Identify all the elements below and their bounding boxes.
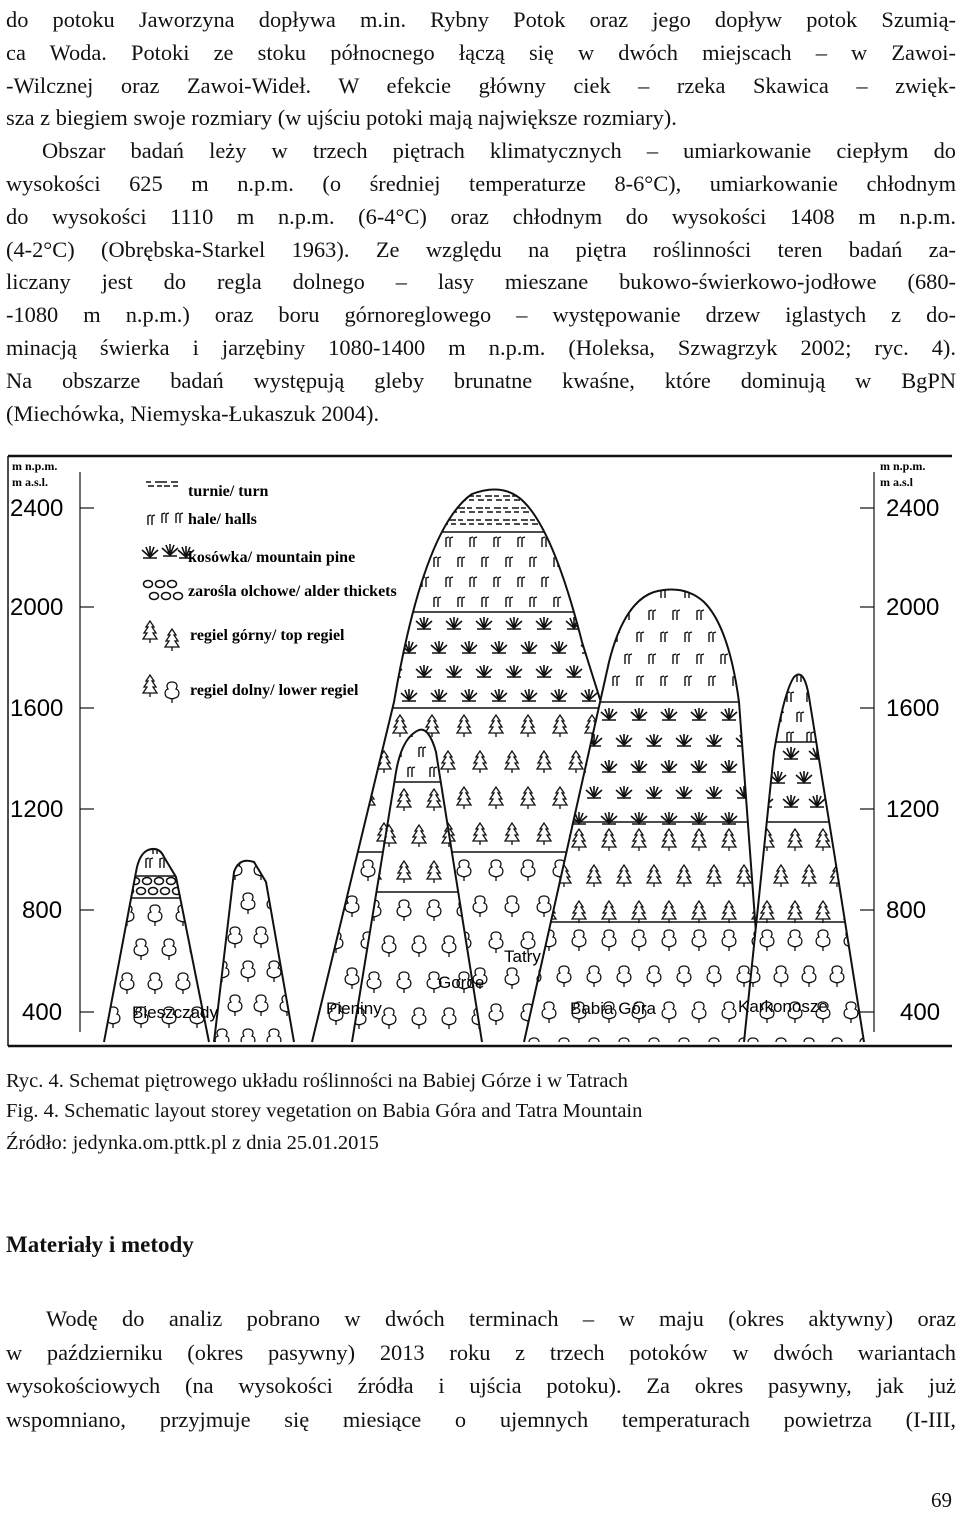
tick-label-right: 1200 [886, 796, 940, 823]
legend-item-lower-regiel [143, 675, 359, 703]
mountain-label: Karkonosze [738, 997, 828, 1016]
axis-left [80, 472, 94, 1032]
text-line: Na obszarze badań występują gleby brunatne kwaśne, które dominują w BgPN [6, 367, 956, 393]
mountain-label: Tatry [504, 947, 541, 966]
section-heading: Materiały i metody [6, 1232, 194, 1257]
mountain-label: Babia Góra [570, 999, 656, 1018]
deciduous-tree-icon [165, 682, 179, 703]
axis-unit-right-en: m a.s.l [880, 475, 913, 489]
hale-icon [148, 515, 155, 525]
turn-icon [146, 482, 162, 486]
tick-label-left: 1600 [10, 695, 64, 722]
legend-item-pine [142, 544, 355, 566]
text-line: Obszar badań leży w trzech piętrach klimatycznych – umiarkowanie ciepłym do [42, 138, 956, 164]
axis-unit-right-pl: m n.p.m. [880, 459, 926, 473]
text-line: do wysokości 1110 m n.p.m. (6-4°C) oraz chłodnym do wysokości 1408 m n.p.m. [6, 203, 956, 229]
tick-label-right: 800 [886, 897, 927, 924]
text-line: liczany jest do regla dolnego – lasy mieszane bukowo-świerkowo-jodłowe (680- [6, 269, 956, 295]
text-line: sza z biegiem swoje rozmiary (w ujściu potoki mają największe rozmiary). [6, 105, 677, 131]
legend-item-hale [148, 511, 257, 528]
text-line: do potoku Jaworzyna dopływa m.in. Rybny Potok oraz jego dopływ potok Szumią- [6, 7, 956, 32]
page-number: 69 [931, 1488, 952, 1512]
tick-label-left: 1200 [10, 796, 64, 823]
tick-label-right: 2000 [886, 594, 940, 621]
alder-icon [144, 581, 153, 588]
legend [142, 482, 397, 703]
mountain-label: Gorce [438, 973, 485, 992]
tick-label-right: 2400 [886, 495, 940, 522]
text-line: (4-2°C) (Obrębska-Starkel 1963). Ze względu na piętra roślinności teren badań za- [6, 236, 956, 262]
tick-label-left: 2400 [10, 495, 64, 522]
tick-label-right: 400 [900, 999, 941, 1026]
axis-unit-left-pl: m n.p.m. [12, 459, 58, 473]
legend-item-alder [144, 581, 397, 601]
mountain-pieniny [202, 852, 299, 1052]
text-line: ca Woda. Potoki ze stoku północnego łączą się w dwóch miejscach – w Zawoi- [6, 39, 956, 65]
legend-label: turnie/ turn [188, 483, 269, 500]
text-line: minacją świerka i jarzębiny 1080-1400 m n.p.m. (Holeksa, Szwagrzyk 2002; ryc. 4). [6, 334, 956, 360]
text-line: wspomniano, przyjmuje się miesiące o ujemnych temperaturach powietrza (I-III, [6, 1406, 956, 1432]
text-line: -Wilcznej oraz Zawoi-Wideł. W efekcie główny ciek – rzeka Skawica – zwięk- [6, 72, 956, 98]
conifer-icon [143, 621, 157, 643]
mountain-label: Bieszczady [132, 1003, 218, 1022]
body-paragraph-top [6, 4, 956, 430]
text-line: w październiku (okres pasywny) 2013 roku z trzech potoków w dwóch wariantach [6, 1339, 956, 1365]
mountain-karkonosze [731, 667, 872, 1052]
text-line: -1080 m n.p.m.) oraz boru górnoreglowego – występowanie drzew iglastych z do- [6, 302, 956, 328]
text-line: wysokościowych (na wysokości źródła i ujścia potoku). Za okres pasywny, jak już [6, 1373, 956, 1398]
axis-unit-left-en: m a.s.l. [12, 475, 48, 489]
body-paragraph-methods [6, 1302, 956, 1436]
tick-label-left: 2000 [10, 594, 64, 621]
figure-source: Źródło: jedynka.om.pttk.pl z dnia 25.01.2015 [6, 1132, 379, 1154]
text-line: wysokości 625 m n.p.m. (o średniej temperaturze 8-6°C), umiarkowanie chłodnym [6, 170, 956, 196]
legend-label: regiel górny/ top regiel [190, 627, 345, 644]
legend-label: regiel dolny/ lower regiel [190, 682, 359, 699]
tick-label-right: 1600 [886, 695, 940, 722]
figure-caption-en: Fig. 4. Schematic layout storey vegetation on Babia Góra and Tatra Mountain [6, 1100, 643, 1122]
legend-item-top-regiel [143, 621, 345, 651]
legend-label: hale/ halls [188, 511, 257, 528]
tick-label-left: 400 [22, 999, 63, 1026]
mountain-label: Pieniny [326, 999, 382, 1018]
legend-label: kosówka/ mountain pine [188, 549, 356, 566]
conifer-icon [143, 675, 157, 697]
axis-right [860, 472, 874, 1032]
mountain-pine-icon [142, 546, 158, 558]
text-line: Wodę do analiz pobrano w dwóch terminach – w maju (okres aktywny) oraz [46, 1306, 956, 1331]
legend-item-turn [146, 482, 269, 500]
tick-label-left: 800 [22, 897, 63, 924]
legend-label: zarośla olchowe/ alder thickets [188, 583, 397, 600]
text-line: (Miechówka, Niemyska-Łukaszuk 2004). [6, 400, 380, 426]
figure-caption-pl: Ryc. 4. Schemat piętrowego układu roślinności na Babiej Górze i w Tatrach [6, 1070, 628, 1092]
vegetation-zones-diagram [4, 452, 956, 1052]
